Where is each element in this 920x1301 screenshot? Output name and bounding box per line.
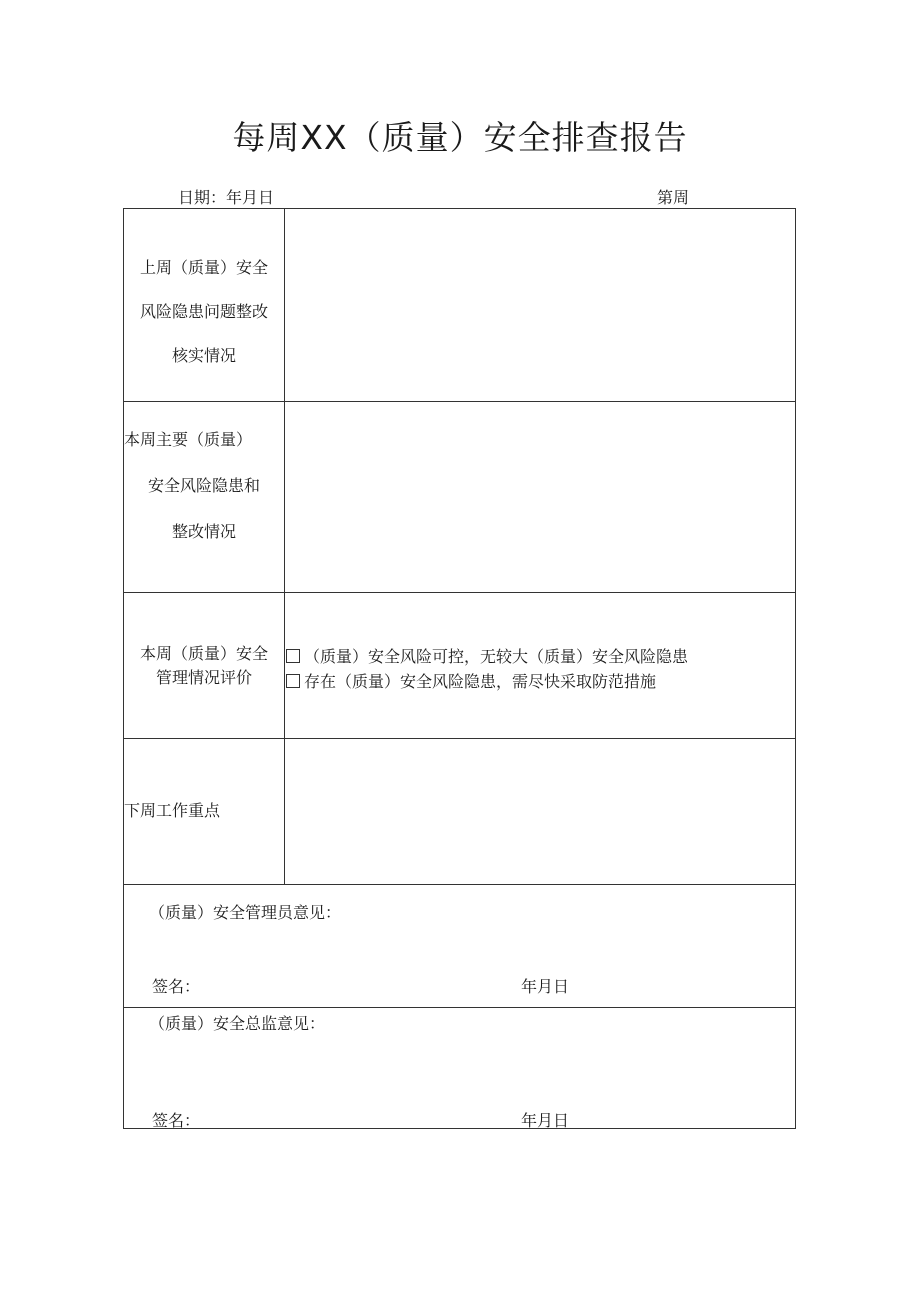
prev-week-rectification-field[interactable] <box>285 209 796 401</box>
option-text: （质量）安全风险可控，无较大（质量）安全风险隐患 <box>304 647 689 666</box>
row-label-current-week-hazards: 整改情况 <box>171 522 236 541</box>
row-label-current-week-hazards: 本周主要（质量） <box>124 430 253 449</box>
director-signature-label: 签名： <box>152 1111 201 1130</box>
checkbox-icon[interactable] <box>286 674 300 688</box>
page-title: 每周XX（质量）安全排查报告 <box>232 118 688 157</box>
manager-opinion-label: （质量）安全管理员意见： <box>149 903 342 922</box>
row-label-prev-week-rectification: 风险隐患问题整改 <box>139 302 268 321</box>
director-opinion-label: （质量）安全总监意见： <box>149 1014 326 1033</box>
row-divider <box>124 884 795 885</box>
checkbox-icon[interactable] <box>286 649 300 663</box>
option-text: 存在（质量）安全风险隐患，需尽快采取防范措施 <box>304 672 657 691</box>
director-date-label: 年月日 <box>521 1111 570 1130</box>
row-label-next-week-focus: 下周工作重点 <box>124 801 221 820</box>
manager-date-label: 年月日 <box>521 977 570 996</box>
row-divider <box>124 592 795 593</box>
row-divider <box>124 1007 795 1008</box>
current-week-hazards-field[interactable] <box>285 402 796 592</box>
evaluation-option-controllable[interactable] <box>286 644 688 667</box>
next-week-focus-field[interactable] <box>285 739 796 884</box>
week-label: 第周 <box>657 188 690 207</box>
manager-signature-label: 签名： <box>152 977 201 996</box>
row-label-management-evaluation: 本周（质量）安全 <box>139 644 268 663</box>
evaluation-option-hazard-exists[interactable] <box>286 669 656 692</box>
row-label-management-evaluation: 管理情况评价 <box>155 668 252 687</box>
date-label: 日期：年月日 <box>178 188 275 207</box>
row-label-prev-week-rectification: 核实情况 <box>171 346 236 365</box>
row-label-prev-week-rectification: 上周（质量）安全 <box>139 258 268 277</box>
row-label-current-week-hazards: 安全风险隐患和 <box>147 476 260 495</box>
report-form <box>123 208 796 1129</box>
